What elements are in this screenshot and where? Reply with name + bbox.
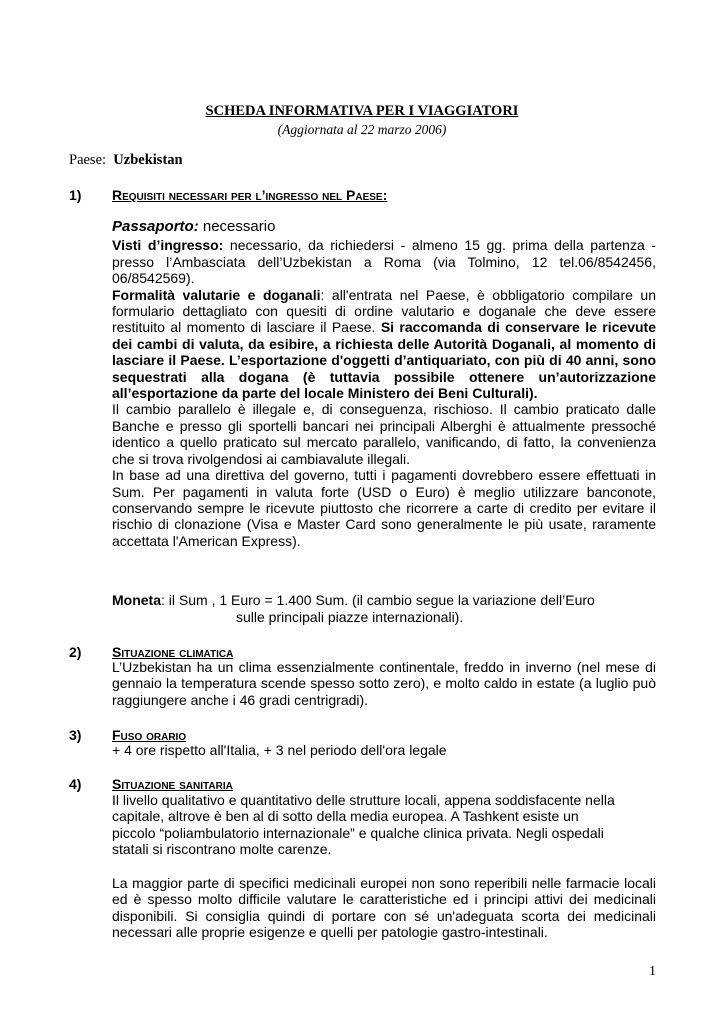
passport-value: necessario bbox=[198, 218, 276, 235]
country-value: Uzbekistan bbox=[113, 152, 183, 168]
payment-directive-paragraph: In base ad una direttiva del governo, tutti i pagamenti dovrebbero essere effettuati in Sum. Per pagamenti in valuta forte (USD o Euro) è meglio utilizzare banconote, conservando sempre le ricevute piuttosto che ricorrere a carte di credito per evitare il rischio di clonazione (Visa e Master Card sono generalmente le più usate, raramente accettata l'American Express). bbox=[112, 467, 656, 549]
section-title: Situazione climatica bbox=[112, 644, 234, 660]
visa-text: necessario, da richiedersi - almeno 15 gg. prima della partenza - presso l’Ambasciata dell’Uzbekistan a Roma (via Tolmino, 12 tel.06/8542456, 06/8542569). bbox=[112, 237, 656, 287]
visa-paragraph bbox=[112, 237, 656, 286]
passport-paragraph bbox=[112, 219, 656, 235]
currency-customs-paragraph bbox=[112, 287, 656, 402]
currency-line-2: sulle principali piazze internazionali). bbox=[236, 609, 464, 625]
document-title: SCHEDA INFORMATIVA PER I VIAGGIATORI bbox=[205, 103, 519, 119]
currency-label: Moneta bbox=[112, 592, 161, 608]
currency-customs-warning: Si raccomanda di conservare le ricevute dei cambi di valuta, da esibire, a richiesta delle Autorità Doganali, al momento di lasciare il Paese. L’esportazione d'oggetti d’antiquariato, con più di 40 anni, sono sequestrati alla dogana (è tuttavia possibile ottenere un’autorizzazione all’esportazione da parte del locale Ministero dei Beni Culturali). bbox=[112, 319, 656, 402]
document-update-date: (Aggiornata al 22 marzo 2006) bbox=[277, 122, 447, 137]
section-number: 3) bbox=[69, 727, 82, 743]
section-number: 1) bbox=[69, 187, 82, 203]
section-number: 2) bbox=[69, 644, 82, 660]
section-2-body: L’Uzbekistan ha un clima essenzialmente continentale, freddo in inverno (nel mese di gennaio la temperatura scende spesso sotto zero), e molto caldo in estate (a luglio può raggiungere anche i 46 gradi centrigradi). bbox=[112, 659, 656, 708]
visa-label: Visti d’ingresso: bbox=[112, 237, 224, 254]
section-1-body bbox=[112, 219, 656, 549]
section-4-body-2: La maggior parte di specifici medicinali europei non sono reperibili nelle farmacie locali ed è spesso molto difficile valutare le caratteristiche ed i principi attivi dei medicinali disponibili. Si consiglia quindi di portare con sé un'adeguata scorta dei medicinali necessari alle proprie esigenze e quelli per patologie gastro-intestinali. bbox=[112, 875, 656, 941]
section-4-heading bbox=[69, 776, 659, 793]
section-4-body-1 bbox=[112, 792, 656, 858]
section-title: Situazione sanitaria bbox=[112, 776, 233, 792]
health-line-2: capitale, altrove è ben al di sotto della media europea. A Tashkent esiste un bbox=[112, 808, 579, 825]
currency-customs-label: Formalità valutarie e doganali bbox=[112, 286, 321, 303]
country-label: Paese: bbox=[69, 152, 107, 168]
health-line-3: piccolo “poliambulatorio internazionale” e qualche clinica privata. Negli ospedali bbox=[112, 824, 604, 841]
section-3-body: + 4 ore rispetto all'Italia, + 3 nel periodo dell'ora legale bbox=[112, 742, 447, 758]
country-line bbox=[69, 151, 183, 169]
section-1-heading bbox=[69, 187, 659, 204]
page-number: 1 bbox=[649, 964, 656, 979]
section-title: Requisiti necessari per l’ingresso nel Paese: bbox=[112, 187, 388, 203]
currency-customs-text: : all'entrata nel Paese, è obbligatorio compilare un formulario dettagliato con quesiti di ordine valutario e doganale che deve essere restituito al momento di lasciare il Paese. bbox=[112, 286, 656, 336]
exchange-paragraph: Il cambio parallelo è illegale e, di conseguenza, rischioso. Il cambio praticato dalle Banche e presso gli sportelli bancari nei principali Alberghi è attualmente pressoché identico a quello praticato sul mercato parallelo, vanificando, di fatto, la convenienza che si trova rivolgendosi ai cambiavalute illegali. bbox=[112, 401, 656, 467]
section-number: 4) bbox=[69, 776, 82, 792]
health-line-4: statali si riscontrano molte carenze. bbox=[112, 841, 332, 858]
passport-label: Passaporto: bbox=[112, 218, 199, 235]
health-line-1: Il livello qualitativo e quantitativo delle strutture locali, appena soddisfacente nella bbox=[112, 792, 615, 808]
currency-text: : il Sum , 1 Euro = 1.400 Sum. (il cambio segue la variazione dell’Euro bbox=[161, 592, 595, 608]
currency-line bbox=[112, 592, 656, 608]
section-title: Fuso orario bbox=[112, 727, 187, 743]
